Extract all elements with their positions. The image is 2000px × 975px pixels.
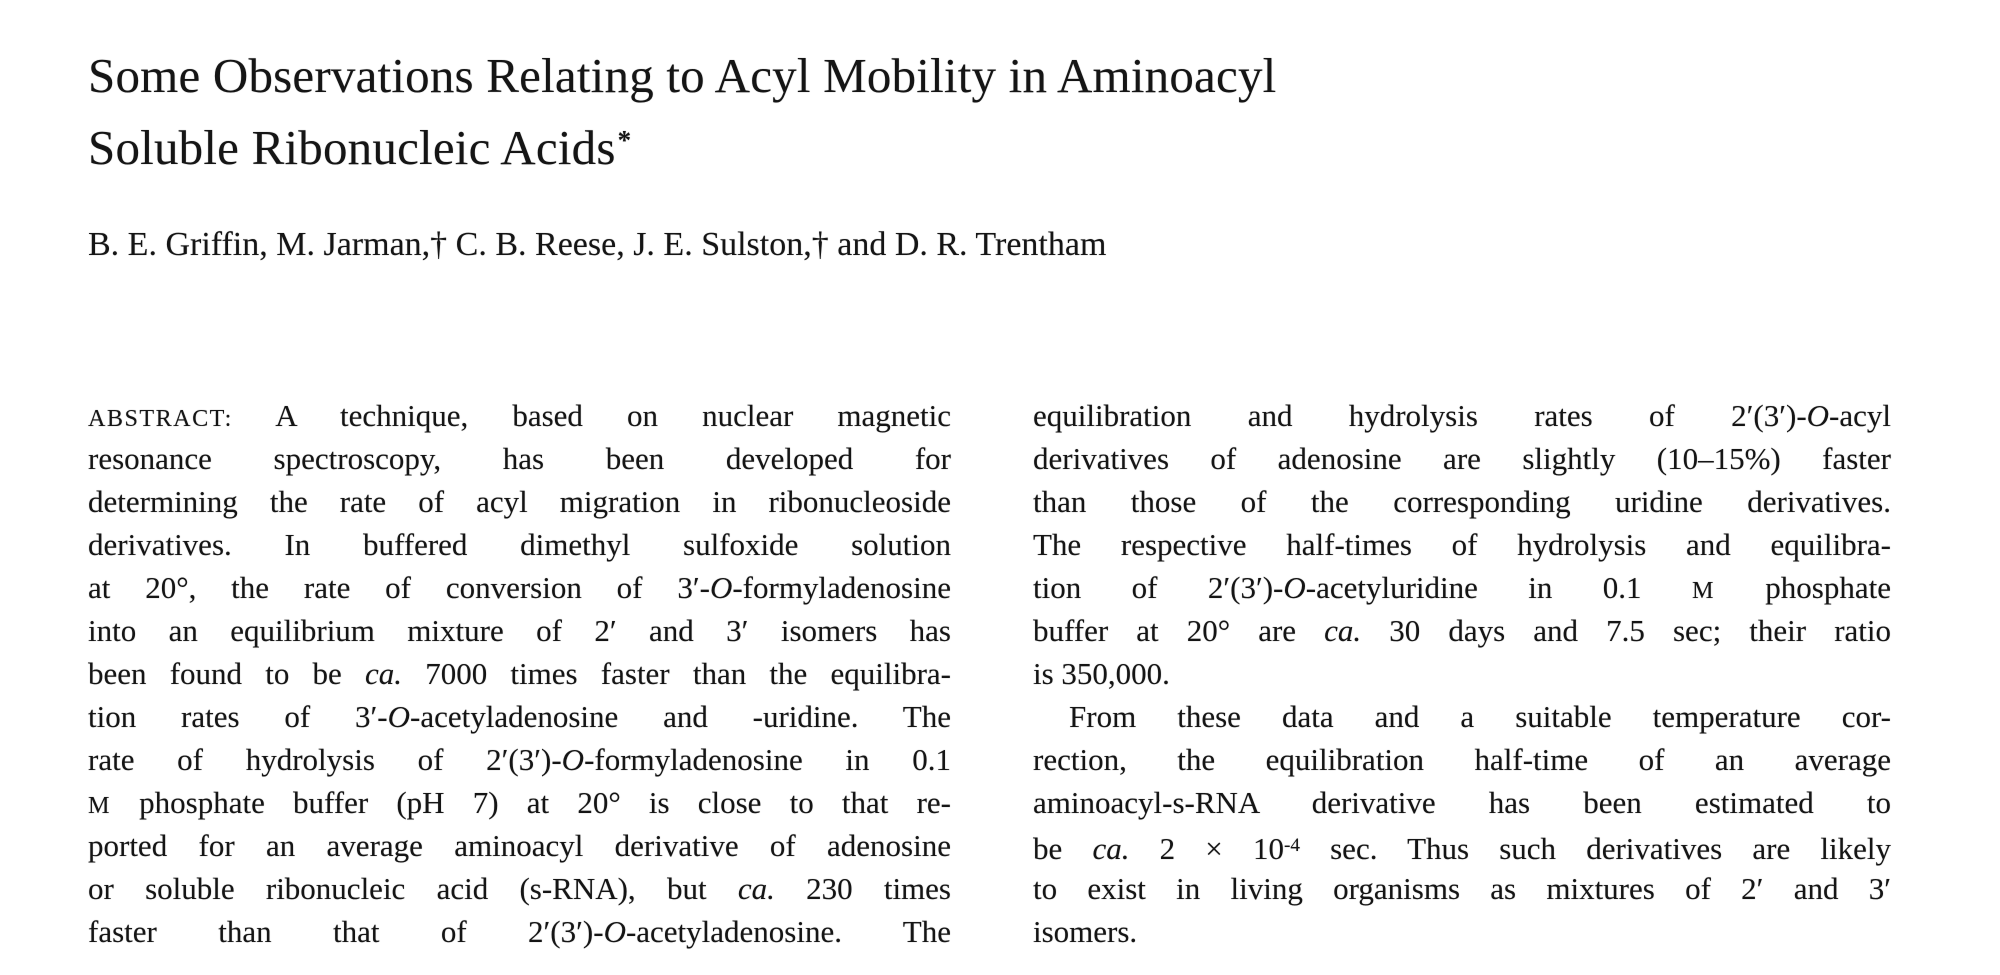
article-title (88, 43, 1276, 180)
body-text: faster than that of 2′(3′)- (88, 914, 604, 949)
abstract-line (88, 394, 951, 437)
body-text: rection, the equilibration half-time of an average (1033, 742, 1891, 777)
title-footnote-asterisk: * (617, 125, 632, 155)
body-text: phosphate buffer (pH 7) at 20° is close to that re- (110, 785, 951, 820)
abstract-line (88, 652, 951, 695)
body-text: aminoacyl-s-RNA derivative has been estimated to (1033, 785, 1891, 820)
body-text: rate of hydrolysis of 2′(3′)- (88, 742, 562, 777)
body-text: The respective half-times of hydrolysis and equilibra- (1033, 527, 1891, 562)
abstract-line (1033, 437, 1891, 480)
body-text: 2 × 10 (1129, 831, 1284, 867)
body-text: 7000 times faster than the equilibra- (402, 656, 951, 691)
body-text: determining the rate of acyl migration in ribonucleoside (88, 484, 951, 519)
abstract-right-column (1033, 394, 1891, 953)
abstract-line (1033, 652, 1891, 695)
body-text: buffer at 20° are (1033, 613, 1325, 648)
body-text: been found to be (88, 656, 366, 691)
authors-line: B. E. Griffin, M. Jarman,† C. B. Reese, J. E. Sulston,† and D. R. Trentham (88, 226, 1107, 263)
body-text: isomers. (1033, 914, 1138, 949)
title-line-2 (88, 108, 1276, 180)
body-text: to exist in living organisms as mixtures of 2′ and 3′ (1033, 871, 1891, 906)
italic-text: O (709, 570, 733, 605)
title-line-2-text: Soluble Ribonucleic Acids (88, 119, 616, 175)
body-text: is 350,000. (1033, 656, 1170, 691)
smallcaps-text: M (88, 792, 111, 819)
abstract-line (1033, 910, 1891, 953)
abstract-line (88, 867, 951, 910)
body-text: From these data and a suitable temperature cor- (1069, 699, 1891, 734)
abstract-line (1033, 695, 1891, 738)
body-text: 30 days and 7.5 sec; their ratio (1361, 613, 1891, 648)
body-text: be (1033, 831, 1093, 867)
body-text: -formyladenosine in 0.1 (584, 742, 952, 777)
italic-text: ca. (1324, 613, 1362, 648)
abstract-line (1033, 738, 1891, 781)
abstract-line (1033, 867, 1891, 910)
body-text: ported for an average aminoacyl derivative of adenosine (88, 828, 951, 863)
body-text: -acetyladenosine and -uridine. The (410, 699, 951, 734)
body-text: 230 times (774, 871, 951, 906)
body-text: sec. Thus such derivatives are likely (1299, 831, 1892, 867)
smallcaps-text: ABSTRACT: (88, 405, 233, 432)
abstract-line (88, 437, 951, 480)
body-text: -acetyladenosine. The (625, 914, 951, 949)
abstract-line (1033, 480, 1891, 523)
abstract-line (1033, 523, 1891, 566)
italic-text: ca. (1092, 831, 1130, 867)
abstract-line (88, 609, 951, 652)
abstract-left-column (88, 394, 951, 953)
body-text: A technique, based on nuclear magnetic (232, 398, 951, 433)
italic-text: O (1283, 570, 1306, 605)
body-text: or soluble ribonucleic acid (s-RNA), but (88, 871, 738, 906)
italic-text: O (603, 914, 626, 949)
title-line-1: Some Observations Relating to Acyl Mobility in Aminoacyl (88, 48, 1277, 103)
body-text: than those of the corresponding uridine derivatives. (1033, 484, 1891, 519)
body-text: -acetyluridine in 0.1 (1305, 570, 1692, 605)
body-text: into an equilibrium mixture of 2′ and 3′ isomers has (88, 613, 951, 648)
abstract-line (1033, 781, 1891, 824)
italic-text: ca. (737, 871, 775, 906)
abstract-line (88, 523, 951, 566)
abstract-line (1033, 824, 1891, 867)
abstract-line (88, 695, 951, 738)
abstract-line (88, 910, 951, 953)
abstract-line (1033, 566, 1891, 609)
italic-text: O (387, 699, 410, 734)
body-text: -formyladenosine (732, 570, 951, 605)
body-text: phosphate (1714, 570, 1891, 605)
abstract-line (88, 781, 951, 824)
body-text: equilibration and hydrolysis rates of 2′(3′)- (1033, 398, 1807, 433)
body-text: resonance spectroscopy, has been developed for (88, 441, 951, 476)
body-text: at 20°, the rate of conversion of 3′- (88, 570, 710, 605)
abstract-line (1033, 609, 1891, 652)
abstract-line (88, 824, 951, 867)
abstract-line (88, 566, 951, 609)
sup-text: -4 (1283, 835, 1300, 856)
body-text: -acyl (1829, 398, 1891, 433)
italic-text: ca. (365, 656, 403, 691)
smallcaps-text: M (1691, 577, 1715, 604)
abstract-line (88, 480, 951, 523)
italic-text: O (561, 742, 585, 777)
body-text: tion of 2′(3′)- (1033, 570, 1284, 605)
body-text: tion rates of 3′- (88, 699, 388, 734)
body-text: derivatives of adenosine are slightly (10–15%) faster (1033, 441, 1891, 476)
abstract-line (88, 738, 951, 781)
abstract-line (1033, 394, 1891, 437)
body-text: derivatives. In buffered dimethyl sulfoxide solution (88, 527, 951, 562)
italic-text: O (1806, 398, 1830, 433)
